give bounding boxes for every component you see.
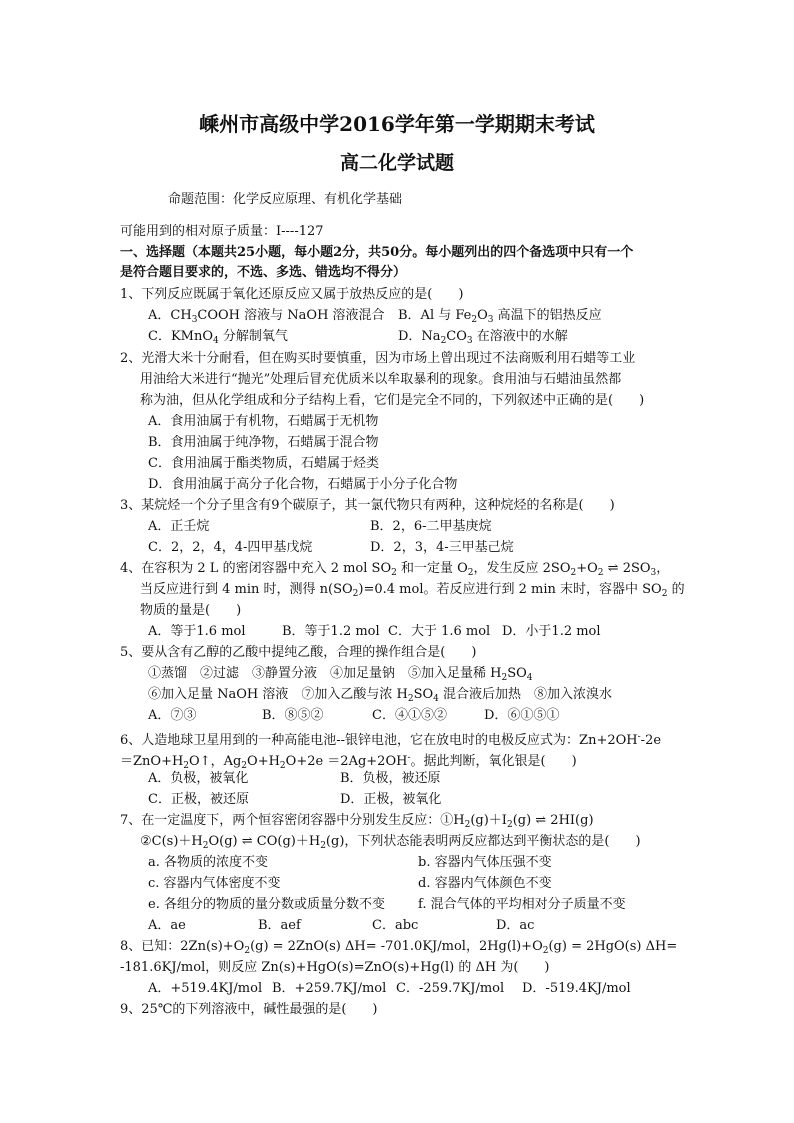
exam-title: 嵊州市高级中学2016学年第一学期期末考试 — [199, 112, 595, 136]
q6-option-c: C．正极，被还原 — [148, 792, 249, 807]
q2-option-a: A．食用油属于有机物，石蜡属于无机物 — [148, 414, 379, 429]
q8-option-c: C．-259.7KJ/mol — [396, 981, 505, 996]
q4-stem-2: 当反应进行到 4 min 时，测得 $n(SO_2)=0.4$ mol。若反应进行到 2 min 末时，容器中 $SO_2$ 的 — [140, 582, 685, 599]
q7-option-a: A．ae — [148, 918, 186, 933]
q2-stem-1: 2、光滑大米十分耐看，但在购买时要慎重，因为市场上曾出现过不法商贩利用石蜡等工业 — [120, 351, 636, 366]
q4-option-d: D．小于1.2 mol — [502, 624, 601, 639]
q5-operations-2: ⑥加入足量 NaOH 溶液 ⑦加入乙酸与浓 $H_2SO_4$ 混合液后加热 ⑧加入浓溴水 — [148, 687, 613, 704]
q4-option-a: A．等于1.6 mol — [148, 624, 246, 639]
q7-condition-e: e. 各组分的物质的量分数或质量分数不变 — [148, 897, 385, 912]
atomic-mass-note: 可能用到的相对原子质量：I----127 — [120, 224, 324, 239]
q5-operations-1: ①蒸馏 ②过滤 ③静置分液 ④加足量钠 ⑤加入足量稀 $H_2SO_4$ — [148, 666, 533, 683]
q6-option-a: A．负极，被氧化 — [148, 771, 249, 786]
q1-option-a: A．$CH_3COOH$ 溶液与 NaOH 溶液混合 — [148, 308, 385, 325]
q3-stem: 3、某烷烃一个分子里含有9个碳原子，其一氯代物只有两种，这种烷烃的名称是( ) — [120, 498, 615, 513]
q6-stem-2: $=ZnO+H_2O↑$，$Ag_2O+H_2O+2e =2Ag+2OH^-$。据此判断，氧化银是( ) — [120, 753, 577, 771]
q8-stem-1: 8、已知：$2Zn(s)+O_2(g) = 2ZnO(s)$ ΔH= -701.0KJ/mol，$2Hg(l)+O_2(g) = 2HgO(s)$ ΔH= — [120, 939, 678, 956]
q7-condition-d: d. 容器内气体颜色不变 — [418, 876, 552, 891]
q1-option-c: C．KMnO$_4$ 分解制氧气 — [148, 329, 288, 346]
section-heading: 一、选择题（本题共25小题，每小题2分，共50分。每小题列出的四个备选项中只有一个 — [120, 245, 634, 260]
q4-option-c: C．大于 1.6 mol — [388, 624, 491, 639]
q3-option-a: A．正壬烷 — [148, 519, 210, 534]
q7-condition-c: c. 容器内气体密度不变 — [148, 876, 281, 891]
q8-stem-2: -181.6KJ/mol，则反应 Zn(s)+HgO(s)=ZnO(s)+Hg(l) 的 ΔH 为( ) — [120, 960, 550, 975]
q6-option-d: D．正极，被氧化 — [340, 792, 442, 807]
q7-condition-f: f. 混合气体的平均相对分子质量不变 — [418, 897, 626, 912]
q5-option-d: D．⑥①⑤① — [484, 708, 560, 723]
q2-option-c: C．食用油属于酯类物质，石蜡属于烃类 — [148, 456, 379, 471]
q7-option-b: B．aef — [258, 918, 301, 933]
q7-stem-1: 7、在一定温度下，两个恒容密闭容器中分别发生反应：$①H_2(g)+I_2(g)$ ⇌ 2HI(g) — [120, 813, 594, 830]
q6-option-b: B．负极，被还原 — [340, 771, 441, 786]
exam-subtitle: 高二化学试题 — [339, 152, 454, 174]
q3-option-d: D．2，3，4-三甲基己烷 — [370, 540, 514, 555]
q3-option-c: C．2，2，4，4-四甲基戊烷 — [148, 540, 313, 555]
exam-scope: 命题范围：化学反应原理、有机化学基础 — [168, 192, 403, 207]
q4-stem-1: 4、在容积为 2 L 的密闭容器中充入 2 mol $SO_2$ 和一定量 $O_2$，发生反应 $2SO_2+O_2$ ⇌ $2SO_3$， — [120, 561, 670, 578]
q7-option-d: D．ac — [496, 918, 535, 933]
q1-option-d: D．$Na_2CO_3$ 在溶液中的水解 — [398, 329, 568, 346]
section-heading-cont: 是符合题目要求的，不选、多选、错选均不得分） — [120, 265, 407, 280]
q4-option-b: B．等于1.2 mol — [282, 624, 380, 639]
q6-stem-1: 6、人造地球卫星用到的一种高能电池--银锌电池，它在放电时的电极反应式为：Zn+2OH--2e — [120, 732, 662, 748]
q1-option-b: B．Al 与 $Fe_2O_3$ 高温下的铝热反应 — [398, 308, 602, 325]
q9-stem: 9、25℃的下列溶液中，碱性最强的是( ) — [120, 1002, 378, 1017]
q1-stem: 1、下列反应既属于氧化还原反应又属于放热反应的是( ) — [120, 287, 464, 302]
q5-option-a: A．⑦③ — [148, 708, 197, 723]
q8-option-a: A．+519.4KJ/mol — [148, 981, 263, 996]
q4-stem-3: 物质的量是( ) — [140, 603, 242, 618]
q5-option-c: C．④①⑤② — [372, 708, 447, 723]
q2-option-d: D．食用油属于高分子化合物，石蜡属于小分子化合物 — [148, 477, 458, 492]
q5-option-b: B．⑧⑤② — [262, 708, 324, 723]
q3-option-b: B．2，6-二甲基庚烷 — [370, 519, 492, 534]
q2-stem-3: 称为油，但从化学组成和分子结构上看，它们是完全不同的，下列叙述中正确的是( ) — [140, 393, 645, 408]
q2-option-b: B．食用油属于纯净物，石蜡属于混合物 — [148, 435, 379, 450]
q7-option-c: C．abc — [372, 918, 419, 933]
q8-option-d: D．-519.4KJ/mol — [522, 981, 631, 996]
q7-condition-a: a. 各物质的浓度不变 — [148, 855, 269, 870]
q7-condition-b: b. 容器内气体压强不变 — [418, 855, 552, 870]
q5-stem: 5、要从含有乙醇的乙酸中提纯乙酸，合理的操作组合是( ) — [120, 645, 477, 660]
q7-stem-2: $②C(s)+H_2O(g)$ ⇌ $CO(g)+H_2(g)$，下列状态能表明两反应都达到平衡状态的是( ) — [140, 834, 641, 851]
q8-option-b: B．+259.7KJ/mol — [272, 981, 387, 996]
q2-stem-2: 用油给大米进行“抛光”处理后冒充优质米以牟取暴利的现象。食用油与石蜡油虽然都 — [140, 372, 622, 387]
